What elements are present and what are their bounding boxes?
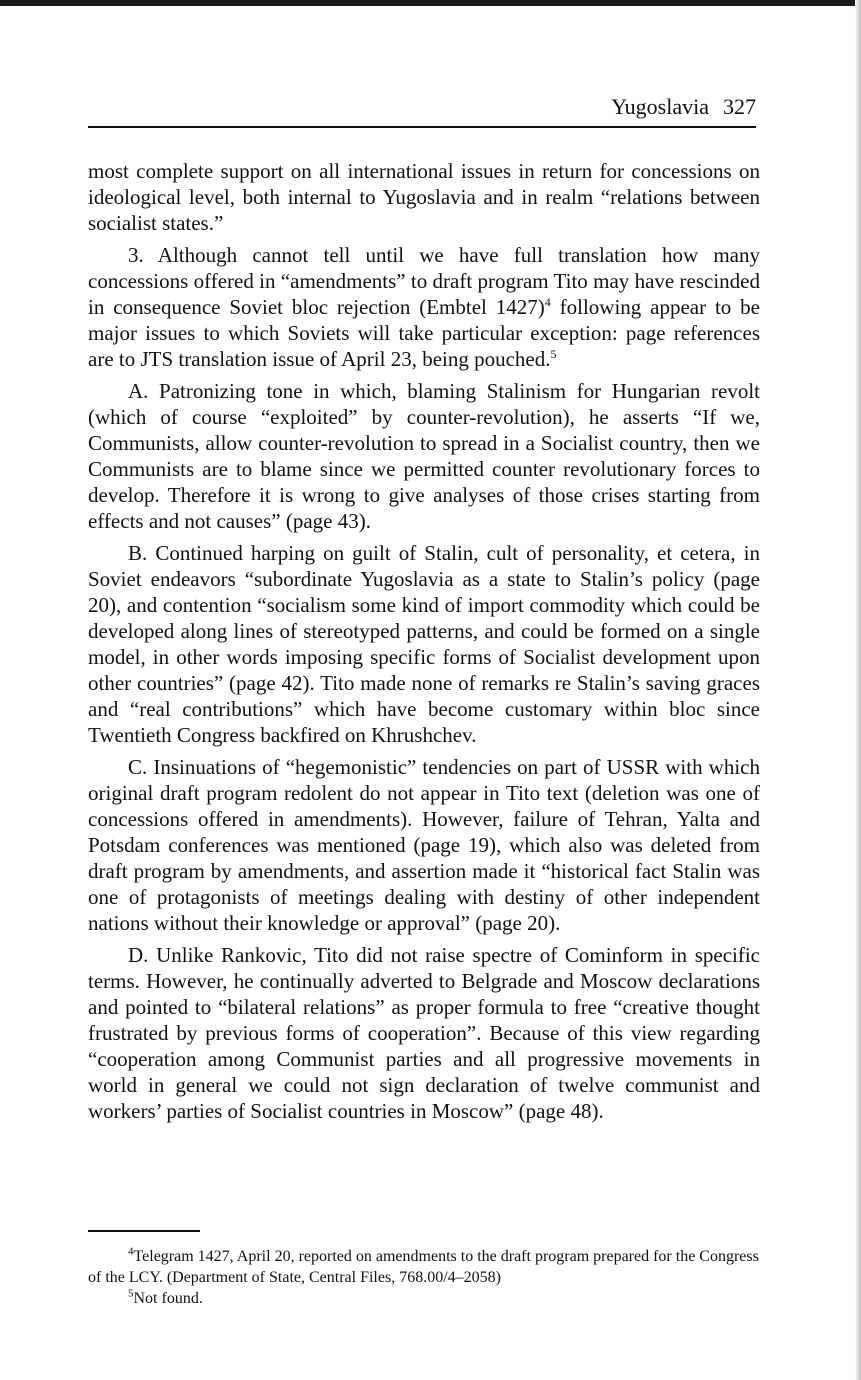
paragraph-3-text-b: following appear to be major issues to which Soviets will take particular exception: page references are to JTS translation issue of April 23, being pouched. <box>88 295 760 371</box>
footnote-4-text: Telegram 1427, April 20, reported on amendments to the draft program prepared for the Congress of the LCY. (Department of State, Central Files, 768.00/4–2058) <box>88 1248 759 1286</box>
page-number: 327 <box>723 94 756 119</box>
footnote-5-mark: 5 <box>128 1287 134 1300</box>
paragraph-b: B. Continued harping on guilt of Stalin, cult of personality, et cetera, in Soviet endeavors “subordinate Yugoslavia as a state to Stalin’s policy (page 20), and contention “socialism some kind of import commodity which could be developed along lines of stereotyped patterns, and could be formed on a single model, in other words imposing specific forms of Socialist development upon other countries” (page 42). Tito made none of remarks re Stalin’s saving graces and “real contributions” which have become customary within bloc since Twentieth Congress backfired on Khrushchev. <box>88 541 760 747</box>
page-top-edge <box>0 0 861 6</box>
footnote-5 <box>88 1288 760 1309</box>
body-text <box>88 158 760 1130</box>
running-header <box>88 92 756 128</box>
paragraph-a: A. Patronizing tone in which, blaming Stalinism for Hungarian revolt (which of course “exploited” by counter-revolution), he asserts “If we, Communists, allow counter-revolution to spread in a Socialist country, then we Communists are to blame since we permitted counter revolutionary forces to develop. Therefore it is wrong to give analyses of those crises starting from effects and not causes” (page 43). <box>88 379 760 533</box>
paragraph-d: D. Unlike Rankovic, Tito did not raise spectre of Cominform in specific terms. However, he continually adverted to Belgrade and Moscow declarations and pointed to “bilateral relations” as proper formula to free “creative thought frustrated by previous forms of cooperation”. Because of this view regarding “cooperation among Communist parties and all progressive movements in world in general we could not sign declaration of twelve communist and workers’ parties of Socialist countries in Moscow” (page 48). <box>88 943 760 1123</box>
running-header-title: Yugoslavia <box>611 94 709 119</box>
page-right-edge <box>855 0 861 1380</box>
paragraph-c: C. Insinuations of “hegemonistic” tendencies on part of USSR with which original draft program redolent do not appear in Tito text (deletion was one of concessions offered in amendments). However, failure of Tehran, Yalta and Potsdam conferences was mentioned (page 19), which also was deleted from draft program by amendments, and assertion made it “historical fact Stalin was one of protagonists of meetings dealing with destiny of other independent nations without their knowledge or approval” (page 20). <box>88 755 760 935</box>
paragraph-3-text: 3. Although cannot tell until we have full translation how many concessions offered in “amendments” to draft program Tito may have rescinded in consequence Soviet bloc rejection (Embtel 1427) <box>88 243 760 319</box>
footnote-5-text: Not found. <box>133 1290 203 1307</box>
footnotes <box>88 1246 760 1309</box>
footnote-separator <box>88 1230 200 1232</box>
footnote-4 <box>88 1246 760 1288</box>
paragraph-continuation: most complete support on all international issues in return for concessions on ideological level, both internal to Yugoslavia and in realm “relations between socialist states.” <box>88 159 760 235</box>
footnote-4-mark: 4 <box>128 1245 134 1258</box>
paragraph-3 <box>88 242 760 372</box>
footnote-ref-5: 5 <box>550 347 557 361</box>
footnote-ref-4: 4 <box>544 295 551 309</box>
